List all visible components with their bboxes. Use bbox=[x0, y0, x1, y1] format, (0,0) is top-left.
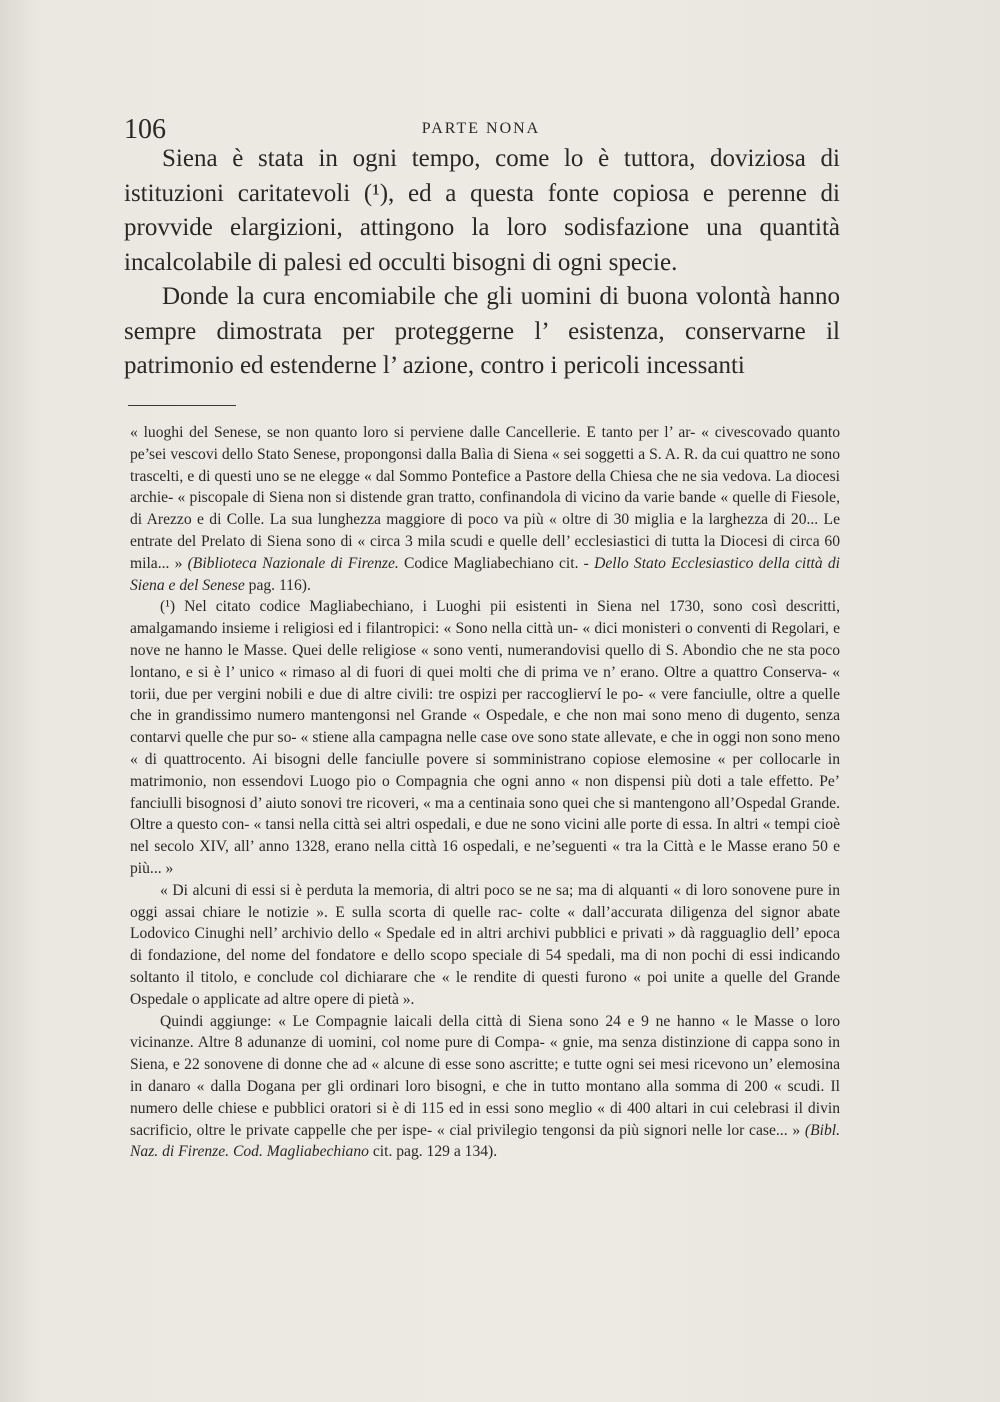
citation-pages: cit. pag. 129 a 134). bbox=[368, 1143, 498, 1161]
footnotes bbox=[130, 422, 840, 1163]
citation-codex: Codice Magliabechiano cit. - bbox=[398, 554, 595, 572]
citation-page: pag. 116). bbox=[244, 576, 311, 594]
footnote-continuation-text: « luoghi del Senese, se non quanto loro si perviene dalle Cancellerie. E tanto per l’ ar- « civescovado quanto pe’sei vescovi dello Stato Senese, propongonsi dalla Balìa di Siena « sei soggetti a S. A. R. da cui quattro ne sono trascelti, e di questi uno se ne elegge « dal Sommo Pontefice a Pastore della Chiesa che ne sia vedova. La diocesi archie- « piscopale di Siena non si distende gran tratto, confinandola di vicino da varie bande « quelle di Fiesole, di Arezzo e di Colle. La sua lunghezza maggiore di poco va più « oltre di 30 miglia e la larghezza di 20... Le entrate del Prelato di Siena sono di « circa 3 mila scudi e quelle dell’ ecclesiastici di tutta la Diocesi di circa 60 mila... » bbox=[130, 424, 840, 572]
footnote-1-paragraph-2: « Di alcuni di essi si è perduta la memoria, di altri poco se ne sa; ma di alquanti « di loro sonovene pure in oggi assai chiare le notizie ». E sulla scorta di quelle rac- colte « dall’accurata diligenza del signor abate Lodovico Cinughi nell’ archivio dello « Spedale ed in altri archivi pubblici e privati » dà ragguaglio dell’ epoca di fondazione, del nome del fondatore e dello scopo speciale di 54 spedali, ma di non pochi di essi indicando soltanto il titolo, e conclude col dichiarare che « le rendite di questi furono « poi unite a quelle del Grande Ospedale o applicate ad altre opere di pietà ». bbox=[130, 881, 840, 1008]
paragraph-1: Siena è stata in ogni tempo, come lo è tuttora, doviziosa di istituzioni caritatevoli (¹), ed a questa fonte copiosa e perenne di provvide elargizioni, attingono la loro sodisfazione una quantità incalcolabile di palesi ed occulti bisogni di ogni specie. bbox=[124, 145, 840, 276]
footnote-continuation bbox=[130, 422, 840, 596]
footnote-1: (¹) Nel citato codice Magliabechiano, i Luoghi pii esistenti in Siena nel 1730, sono così descritti, amalgamando insieme i religiosi ed i filantropici: « Sono nella città un- « dici monisteri o conventi di Regolari, e nove ne hanno le Masse. Quei delle religiose « sono venti, numerandovisi quello di S. Abondio che ne sta poco lontano, e si è l’ unico « rimaso al di fuori di quei molti che di prima ve n’ erano. Oltre a quattro Conserva- « torii, due per vergini nobili e due di altre civili: tre ospizi per raccoglierví le po- « vere fanciulle, oltre a quelle che in grandissimo numero mantengonsi nel Grande « Ospedale, e che non mai sono meno di dugento, senza contarvi quelle che pur so- « stiene alla campagna nelle case ove sono state allevate, e che in oggi non sono meno « di quattrocento. Ai bisogni delle fanciulle povere si somministrano copiose elemosine « per collocarle in matrimonio, non essendovi Luogo pio o Compagnia che ogni anno « non dispensi più doti a tale effetto. Pe’ fanciulli bisognosi d’ aiuto sonovi tre ricoveri, « ma a centinaia sono quei che si mantengono all’Ospedal Grande. Oltre a questo con- « tansi nella città sei altri ospedali, e due ne sono vicini alle porte di essa. In altri « tempi cioè nel secolo XIV, all’ anno 1328, erano nella città 16 ospedali, e ne’seguenti « tra la Città e le Masse erano 50 e più... » bbox=[130, 598, 840, 877]
citation-bibl-naz: (Bibl. Naz. di Firenze. Cod. Magliabechiano bbox=[130, 1121, 840, 1161]
paragraph-2: Donde la cura encomiabile che gli uomini di buona volontà hanno sempre dimostrata per proteggerne l’ esistenza, conservarne il patrimonio ed estenderne l’ azione, contro i pericoli incessanti bbox=[124, 283, 840, 379]
citation-library: (Biblioteca Nazionale di Firenze. bbox=[187, 554, 399, 572]
page-number: 106 bbox=[124, 114, 166, 145]
running-head: PARTE NONA bbox=[421, 120, 541, 137]
footnote-1-paragraph-3-text: Quindi aggiunge: « Le Compagnie laicali della città di Siena sono 24 e 9 ne hanno « le Masse o loro vicinanze. Altre 8 adunanze di uomini, col nome pure di Compa- « gnie, ma senza distinzione di cappa sono in Siena, e 22 sonovene di donne che ad « alcune di esse sono ascritte; e tutte ogni sei mesi ricevono un’ elemosina in danaro « dalla Dogana per gli ordinari loro bisogni, e che in tutto montano alla somma di 200 « scudi. Il numero delle chiese e pubblici oratori si è di 115 ed in essi sono meglio « di 400 altari in cui celebrasi il divin sacrificio, oltre le private cappelle che per ispe- « cial privilegio tengonsi da più signori nelle lor case... » bbox=[130, 1012, 840, 1139]
footnote-1-paragraph-3 bbox=[130, 1011, 840, 1164]
footnote-rule bbox=[128, 405, 236, 406]
main-text bbox=[124, 142, 840, 384]
citation-work-title: Dello Stato Ecclesiastico della città di Siena e del Senese bbox=[130, 554, 841, 594]
